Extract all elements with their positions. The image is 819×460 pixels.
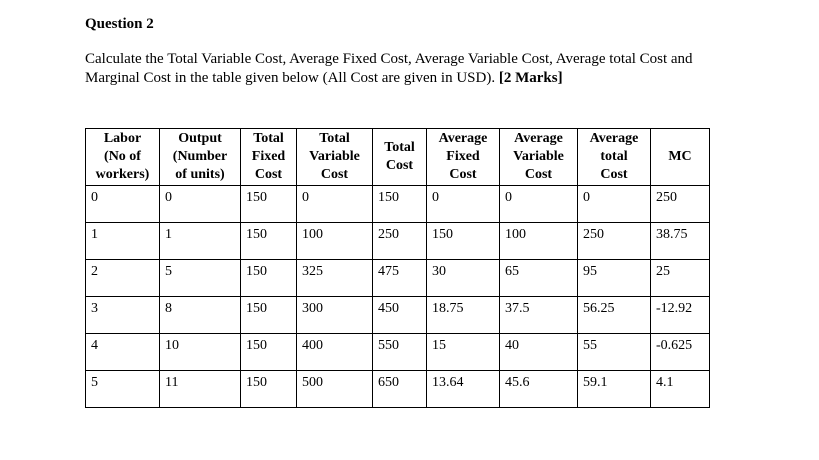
- header-labor-line: (No of: [104, 149, 141, 164]
- header-average-variable-cost: [500, 129, 578, 186]
- cell-average-total-cost: 56.25: [578, 297, 651, 334]
- header-output-line: of units): [175, 167, 225, 182]
- cell-labor: 2: [86, 260, 160, 297]
- table-row: [86, 371, 710, 408]
- header-average-variable-cost-line: Average: [514, 131, 563, 146]
- table-row: [86, 223, 710, 260]
- cell-average-fixed-cost: 15: [427, 334, 500, 371]
- cell-average-variable-cost: 100: [500, 223, 578, 260]
- cell-total-fixed-cost: 150: [241, 334, 297, 371]
- cell-mc: -0.625: [651, 334, 710, 371]
- cell-labor: 4: [86, 334, 160, 371]
- header-total-cost-line: Cost: [385, 158, 414, 173]
- cell-total-cost: 650: [373, 371, 427, 408]
- cell-average-fixed-cost: 150: [427, 223, 500, 260]
- cell-total-cost: 150: [373, 186, 427, 223]
- cell-output: 8: [160, 297, 241, 334]
- question-marks: [2 Marks]: [498, 70, 563, 86]
- header-average-fixed-cost: [427, 129, 500, 186]
- cell-output: 1: [160, 223, 241, 260]
- header-output-line: Output: [178, 131, 222, 146]
- question-instructions: Calculate the Total Variable Cost, Average Fixed Cost, Average Variable Cost, Average total Cost and Marginal Cost in the table given below (All Cost are given in USD).: [85, 51, 693, 86]
- cell-average-total-cost: 0: [578, 186, 651, 223]
- header-mc: [651, 129, 710, 186]
- cell-labor: 3: [86, 297, 160, 334]
- cell-total-fixed-cost: 150: [241, 297, 297, 334]
- cell-average-variable-cost: 40: [500, 334, 578, 371]
- header-total-fixed-cost: [241, 129, 297, 186]
- header-average-fixed-cost-line: Average: [438, 131, 488, 146]
- cell-mc: 38.75: [651, 223, 710, 260]
- header-labor: [86, 129, 160, 186]
- cell-total-cost: 550: [373, 334, 427, 371]
- header-labor-line: workers): [95, 167, 150, 182]
- cell-output: 10: [160, 334, 241, 371]
- cell-total-cost: 450: [373, 297, 427, 334]
- question-text: [85, 50, 725, 88]
- cell-average-variable-cost: 65: [500, 260, 578, 297]
- cell-total-variable-cost: 325: [297, 260, 373, 297]
- cell-output: 0: [160, 186, 241, 223]
- cell-labor: 0: [86, 186, 160, 223]
- header-total-fixed-cost-line: Fixed: [251, 149, 286, 164]
- cell-total-fixed-cost: 150: [241, 260, 297, 297]
- header-total-fixed-cost-line: Cost: [254, 167, 283, 182]
- cell-mc: 25: [651, 260, 710, 297]
- cell-mc: 250: [651, 186, 710, 223]
- header-mc-line: MC: [668, 149, 692, 164]
- cell-average-fixed-cost: 13.64: [427, 371, 500, 408]
- cell-output: 5: [160, 260, 241, 297]
- header-average-variable-cost-line: Cost: [524, 167, 553, 182]
- cell-total-fixed-cost: 150: [241, 223, 297, 260]
- header-average-fixed-cost-line: Fixed: [446, 149, 480, 164]
- header-total-cost: [373, 129, 427, 186]
- header-average-total-cost-line: Cost: [600, 167, 628, 182]
- cell-average-total-cost: 55: [578, 334, 651, 371]
- cost-table: [85, 128, 710, 408]
- cell-average-total-cost: 95: [578, 260, 651, 297]
- table-body: [86, 186, 710, 408]
- cell-mc: -12.92: [651, 297, 710, 334]
- cell-total-cost: 250: [373, 223, 427, 260]
- table-row: [86, 334, 710, 371]
- header-average-total-cost-line: total: [600, 149, 628, 164]
- cell-output: 11: [160, 371, 241, 408]
- header-average-total-cost: [578, 129, 651, 186]
- header-average-total-cost-line: Average: [589, 131, 639, 146]
- cell-total-variable-cost: 500: [297, 371, 373, 408]
- cell-average-fixed-cost: 18.75: [427, 297, 500, 334]
- cell-average-variable-cost: 0: [500, 186, 578, 223]
- header-output: [160, 129, 241, 186]
- cell-average-fixed-cost: 30: [427, 260, 500, 297]
- table-row: [86, 260, 710, 297]
- cell-average-fixed-cost: 0: [427, 186, 500, 223]
- header-total-variable-cost-line: Total: [319, 131, 350, 146]
- cell-labor: 1: [86, 223, 160, 260]
- cell-average-variable-cost: 37.5: [500, 297, 578, 334]
- cell-average-total-cost: 59.1: [578, 371, 651, 408]
- header-total-fixed-cost-line: Total: [253, 131, 284, 146]
- table-row: [86, 297, 710, 334]
- header-output-line: (Number: [172, 149, 228, 164]
- cell-total-fixed-cost: 150: [241, 371, 297, 408]
- header-average-fixed-cost-line: Cost: [449, 167, 477, 182]
- cell-total-fixed-cost: 150: [241, 186, 297, 223]
- header-total-cost-line: Total: [384, 140, 415, 155]
- header-total-variable-cost-line: Cost: [320, 167, 349, 182]
- header-total-variable-cost-line: Variable: [309, 149, 360, 164]
- cell-average-variable-cost: 45.6: [500, 371, 578, 408]
- header-labor-line: Labor: [103, 131, 142, 146]
- table-header-row: [86, 129, 710, 186]
- cell-total-variable-cost: 300: [297, 297, 373, 334]
- table-row: [86, 186, 710, 223]
- cell-mc: 4.1: [651, 371, 710, 408]
- cell-average-total-cost: 250: [578, 223, 651, 260]
- header-total-variable-cost: [297, 129, 373, 186]
- cell-total-cost: 475: [373, 260, 427, 297]
- header-average-variable-cost-line: Variable: [513, 149, 564, 164]
- cell-labor: 5: [86, 371, 160, 408]
- question-heading: Question 2: [85, 16, 154, 32]
- cell-total-variable-cost: 400: [297, 334, 373, 371]
- cell-total-variable-cost: 100: [297, 223, 373, 260]
- cell-total-variable-cost: 0: [297, 186, 373, 223]
